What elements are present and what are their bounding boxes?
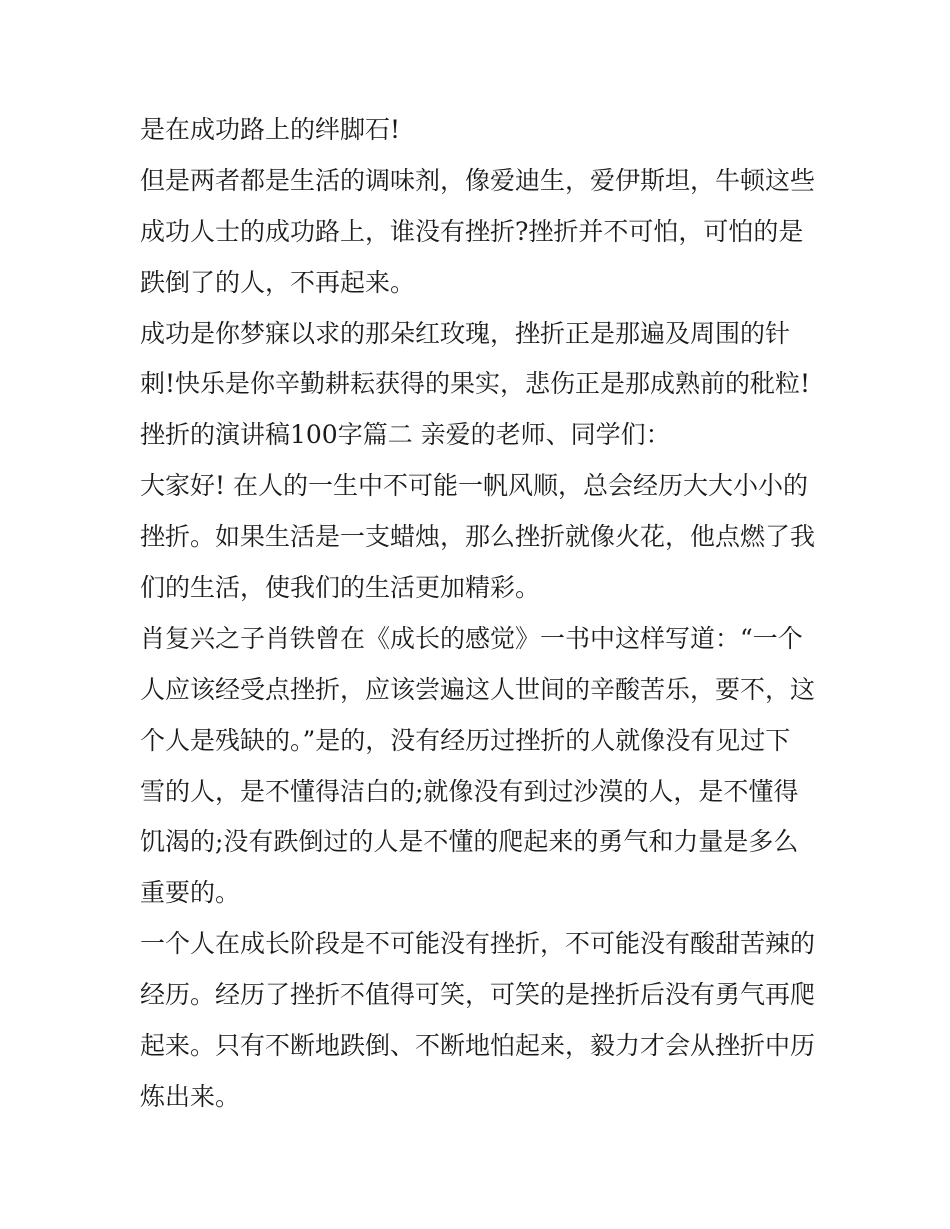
text-line: 起来。只有不断地跌倒、不断地怕起来，毅力才会从挫折中历 bbox=[140, 1031, 816, 1061]
text-line: 肖复兴之子肖铁曾在《成长的感觉》一书中这样写道：“一个 bbox=[140, 623, 803, 653]
paragraph-2 bbox=[140, 156, 820, 309]
paragraph-5 bbox=[140, 461, 820, 614]
document-body bbox=[140, 105, 820, 1123]
paragraph-7 bbox=[140, 919, 820, 1123]
text-line: 个人是残缺的。”是的，没有经历过挫折的人就像没有见过下 bbox=[140, 725, 791, 755]
text-line: 一个人在成长阶段是不可能没有挫折，不可能没有酸甜苦辣的 bbox=[140, 929, 816, 959]
text-line: 但是两者都是生活的调味剂，像爱迪生，爱伊斯坦，牛顿这些 bbox=[140, 165, 816, 195]
text-line: 成功是你梦寐以求的那朵红玫瑰，挫折正是那遍及周围的针 bbox=[140, 318, 791, 348]
text-line: 挫折的演讲稿100字篇二 亲爱的老师、同学们： bbox=[140, 420, 671, 450]
text-line: 大家好! 在人的一生中不可能一帆风顺，总会经历大大小小的 bbox=[140, 471, 808, 501]
text-line: 们的生活，使我们的生活更加精彩。 bbox=[140, 573, 541, 603]
text-line: 刺!快乐是你辛勤耕耘获得的果实，悲伤正是那成熟前的秕粒! bbox=[140, 369, 811, 399]
text-line: 跌倒了的人，不再起来。 bbox=[140, 267, 416, 297]
text-line: 人应该经受点挫折，应该尝遍这人世间的辛酸苦乐，要不，这 bbox=[140, 674, 816, 704]
text-line: 是在成功路上的绊脚石! bbox=[140, 115, 401, 144]
paragraph-6 bbox=[140, 614, 820, 919]
text-line: 经历。经历了挫折不值得可笑，可笑的是挫折后没有勇气再爬 bbox=[140, 980, 816, 1010]
section-heading bbox=[140, 410, 820, 461]
paragraph-3 bbox=[140, 309, 820, 411]
text-line: 饥渴的;没有跌倒过的人是不懂的爬起来的勇气和力量是多么 bbox=[140, 827, 799, 857]
text-line: 挫折。如果生活是一支蜡烛，那么挫折就像火花，他点燃了我 bbox=[140, 522, 816, 552]
text-line: 重要的。 bbox=[140, 878, 241, 908]
paragraph-1 bbox=[140, 105, 820, 156]
text-line: 成功人士的成功路上，谁没有挫折?挫折并不可怕，可怕的是 bbox=[140, 216, 804, 246]
text-line: 炼出来。 bbox=[140, 1081, 241, 1111]
text-line: 雪的人，是不懂得洁白的;就像没有到过沙漠的人，是不懂得 bbox=[140, 776, 799, 806]
